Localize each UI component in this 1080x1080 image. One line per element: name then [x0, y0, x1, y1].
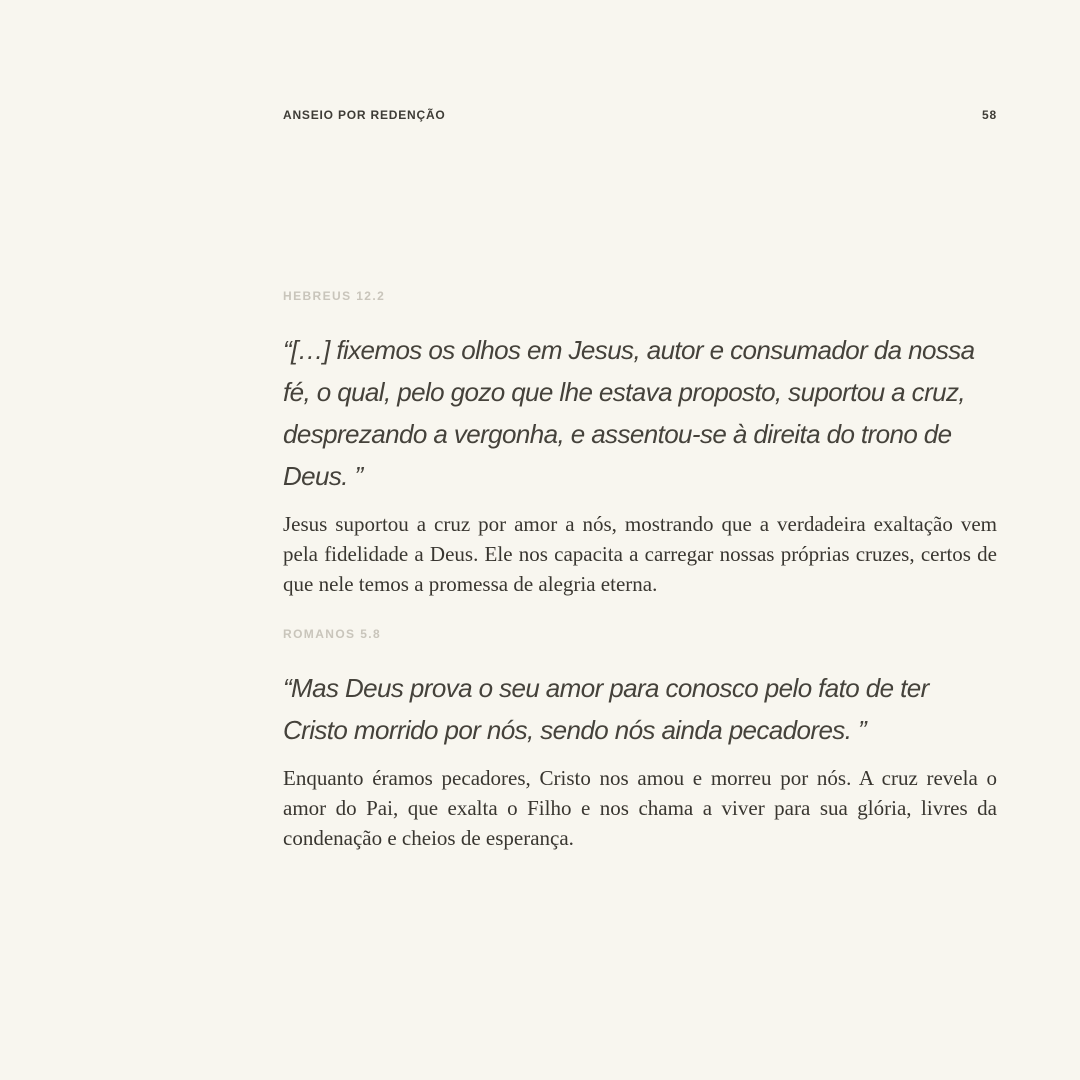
verse-section-romanos: [283, 627, 997, 853]
running-header: [283, 108, 997, 122]
verse-reference: HEBREUS 12.2: [283, 289, 386, 303]
verse-section-hebreus: [283, 289, 997, 599]
running-header-title: ANSEIO POR REDENÇÃO: [283, 108, 446, 122]
verse-reference: ROMANOS 5.8: [283, 627, 382, 641]
verse-quote: “[…] fixemos os olhos em Jesus, autor e consumador da nossa fé, o qual, pelo gozo que lhe estava proposto, suportou a cruz, desprezando a vergonha, e assentou-se à direita do trono de Deus. ”: [283, 335, 975, 491]
verse-commentary: Jesus suportou a cruz por amor a nós, mostrando que a verdadeira exaltação vem pela fidelidade a Deus. Ele nos capacita a carregar nossas próprias cruzes, certos de que nele temos a promessa de alegria eterna.: [283, 512, 997, 596]
verse-quote: “Mas Deus prova o seu amor para conosco pelo fato de ter Cristo morrido por nós, sendo nós ainda pecadores. ”: [283, 673, 929, 745]
verse-commentary: Enquanto éramos pecadores, Cristo nos amou e morreu por nós. A cruz revela o amor do Pai, que exalta o Filho e nos chama a viver para sua glória, livres da condenação e cheios de esperança.: [283, 766, 997, 850]
page-number: 58: [982, 108, 997, 122]
